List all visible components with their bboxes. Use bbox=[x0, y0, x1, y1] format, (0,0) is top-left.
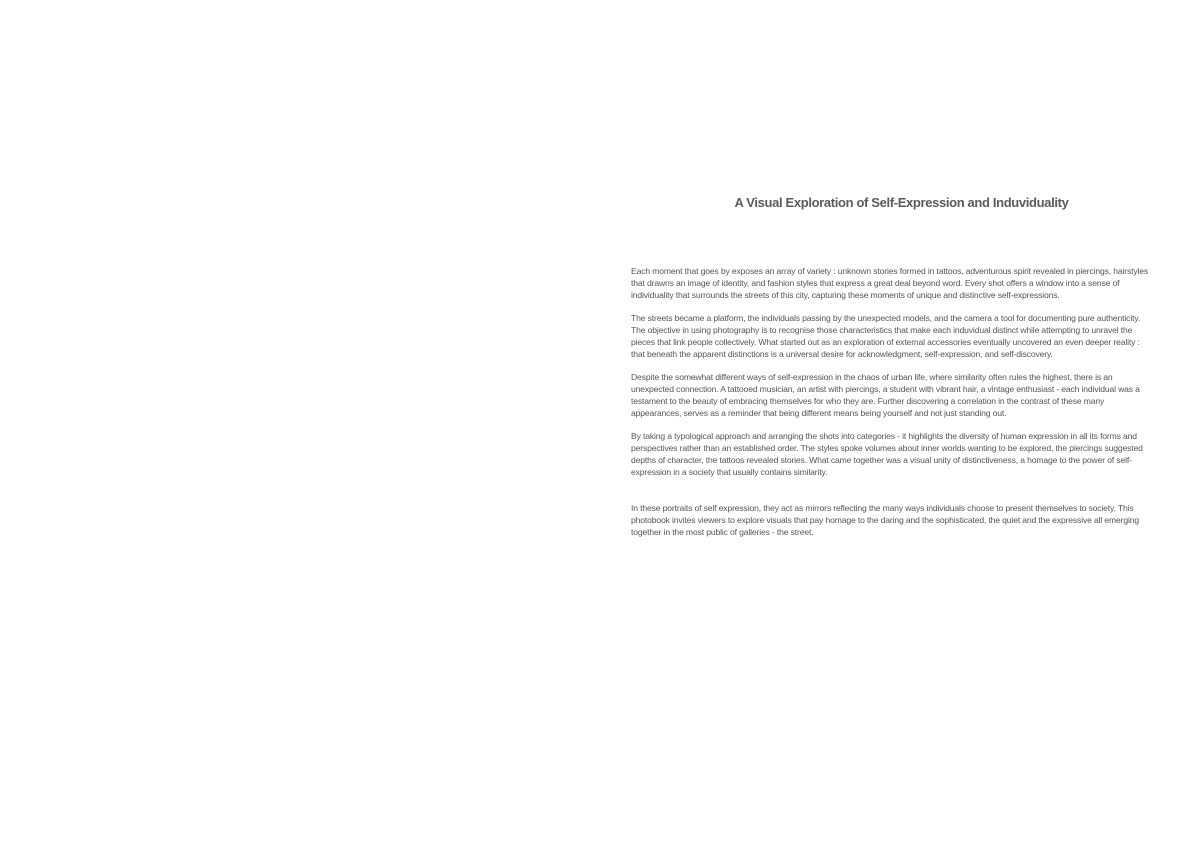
paragraph-3: Despite the somewhat different ways of self-expression in the chaos of urban life, where similarity often rules the highest, there is an unexpected connection. A tattooed musician, an artist with piercings, a student with vibrant hair, a vintage enthusiast - each individual was a testament to the beauty of embracing themselves for who they are. Further discovering a correlation in the contrast of these many appearances, serves as a reminder that being different means being yourself and not just standing out. bbox=[631, 372, 1140, 418]
paragraph-4: By taking a typological approach and arranging the shots into categories - it highlights the diversity of human expression in all its forms and perspectives rather than an established order. The styles spoke volumes about inner worlds wanting to be explored, the piercings suggested depths of character, the tattoos revealed stories. What came together was a visual unity of distinctiveness, a homage to the power of self-expression in a society that usually contains similarity. bbox=[631, 431, 1143, 477]
paragraph-5: In these portraits of self expression, they act as mirrors reflecting the many ways individuals choose to present themselves to society. This photobook invites viewers to explore visuals that pay homage to the daring and the sophisticated, the quiet and the expressive all emerging together in the most public of galleries - the street. bbox=[631, 503, 1139, 537]
body-text bbox=[631, 265, 1155, 549]
right-page bbox=[595, 0, 1190, 841]
paragraph-1: Each moment that goes by exposes an array of variety : unknown stories formed in tattoos, adventurous spirit revealed in piercings, hairstyles that drawns an image of identity, and fashion styles that express a great deal beyond word. Every shot offers a window into a sense of individuality that surrounds the streets of this city, capturing these moments of unique and distinctive self-expressions. bbox=[631, 266, 1149, 300]
page-title: A Visual Exploration of Self-Expression and Induviduality bbox=[734, 195, 1069, 210]
paragraph-2: The streets became a platform, the individuals passing by the unexpected models, and the camera a tool for documenting pure authenticity. The objective in using photography is to recognise those characteristics that make each induvidual distinct while attempting to unravel the pieces that link people collectively. What started out as an exploration of external accessories eventually uncovered an even deeper reality : that beneath the apparent distinctions is a universal desire for acknowledgment, self-expression, and self-discovery. bbox=[631, 313, 1141, 359]
